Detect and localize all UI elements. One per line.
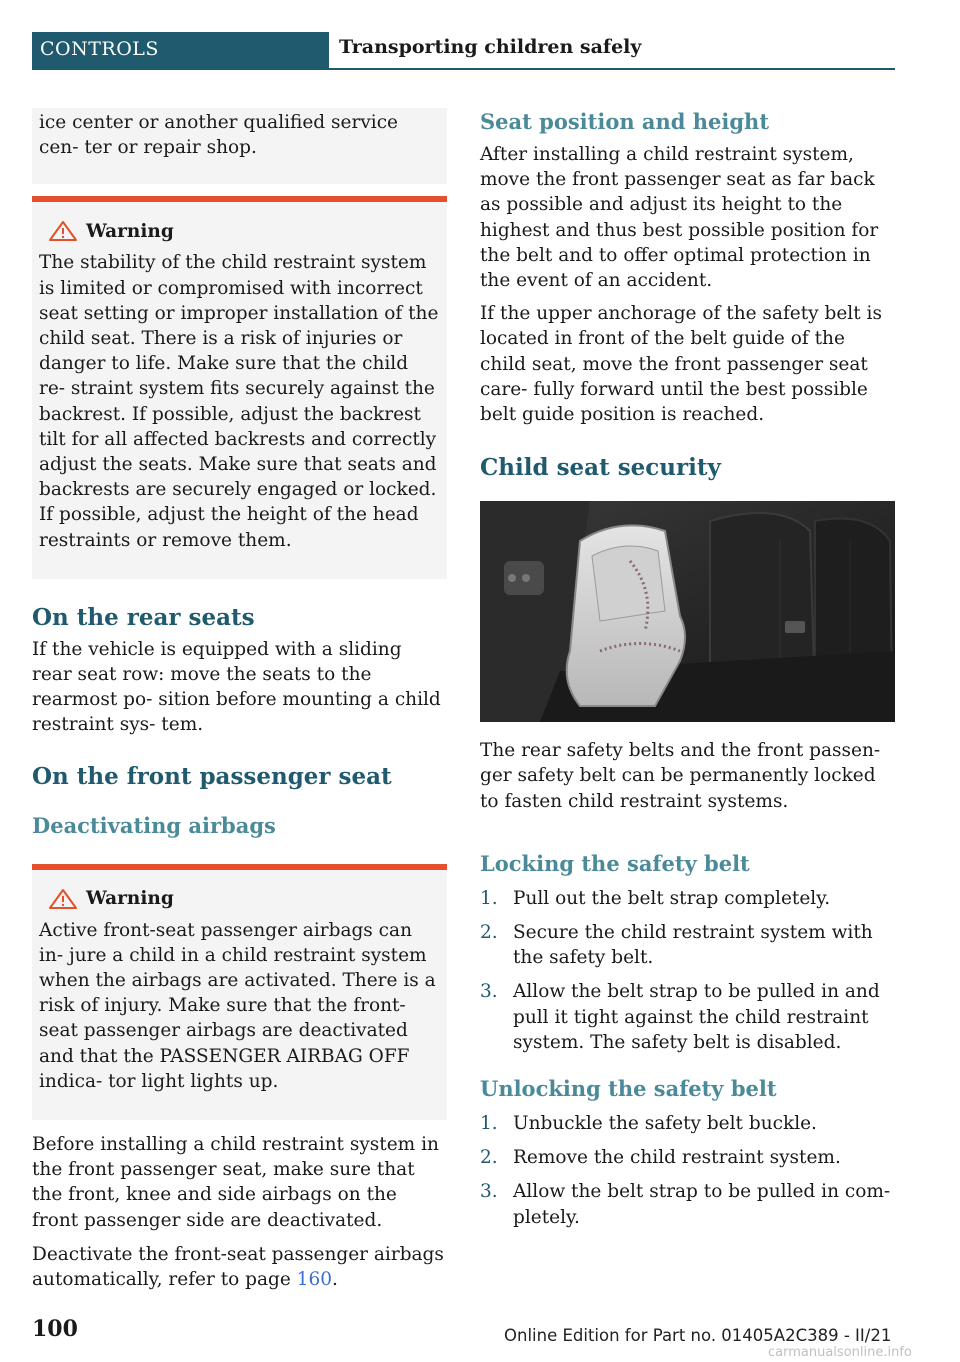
list-item: 3. Allow the belt strap to be pulled in and pull it tight against the child restraint system. The safety belt is disabled. (480, 981, 880, 1053)
page-title: Transporting children safely (339, 36, 642, 58)
unlocking-steps-list (480, 1111, 895, 1230)
list-item: 2. Secure the child restraint system with the safety belt. (480, 922, 873, 969)
warning-title: Warning (86, 220, 174, 242)
section-label: CONTROLS (40, 38, 159, 60)
list-item: 2. Remove the child restraint system. (480, 1147, 841, 1169)
warning-heading (39, 888, 439, 910)
continuation-text: ice center or another qualified service cen- ter or repair shop. (39, 112, 398, 159)
page-number: 100 (32, 1316, 78, 1342)
edition-footer: Online Edition for Part no. 01405A2C389 - II/21 (504, 1326, 892, 1345)
left-column (32, 108, 447, 1292)
deactivate-reference-text: Deactivate the front-seat passenger airbags automatically, refer to page 160. (32, 1243, 444, 1291)
warning-text: Active front-seat passenger airbags can in- jure a child in a child restraint system when the airbags are activated. There is a risk of injury. Make sure that the front- seat passenger airbags are deactivated and that the PASSENGER AIRBAG OFF indica- tor light lights up. (39, 919, 436, 1092)
airbag-check-text: Before installing a child restraint system in the front passenger seat, make sure that the front, knee and side airbags on the front passenger side are deactivated. (32, 1134, 439, 1231)
heading-child-seat-security: Child seat security (480, 454, 721, 482)
heading-locking-belt: Locking the safety belt (480, 850, 750, 876)
seat-position-text-2: If the upper anchorage of the safety belt is located in front of the belt guide of the child seat, move the front passenger seat care- fully forward until the best possible belt guide position is reached. (480, 303, 882, 426)
warning-box-airbags (32, 864, 447, 1120)
warning-title: Warning (86, 888, 174, 910)
seat-position-text-1: After installing a child restraint system, move the front passenger seat as far back as possible and adjust its height to the highest and thus best possible position for the belt and to offer optimal protection in the event of an accident. (480, 144, 879, 292)
heading-seat-position: Seat position and height (480, 109, 770, 134)
header-divider (329, 68, 895, 70)
child-seat-photo (480, 501, 895, 722)
belt-lock-caption: The rear safety belts and the front passen- ger safety belt can be permanently locked to fasten child restraint systems. (480, 740, 881, 812)
heading-deactivating-airbags: Deactivating airbags (32, 812, 276, 838)
locking-steps-list (480, 886, 895, 1055)
warning-box-stability (32, 196, 447, 578)
section-tab (32, 32, 329, 70)
warning-text: The stability of the child restraint system is limited or compromised with incorrect seat setting or improper installation of the child seat. There is a risk of injuries or danger to life. Make sure that the child re- straint system fits securely against the backrest. If possible, adjust the backrest tilt for all affected backrests and correctly adjust the seats. Make sure that seats and backrests are securely engaged or locked. If possible, adjust the height of the head restraints or remove them. (39, 252, 439, 551)
right-column (480, 108, 895, 1239)
heading-unlocking-belt: Unlocking the safety belt (480, 1076, 777, 1102)
continuation-box (32, 108, 447, 184)
warning-triangle-icon (48, 888, 78, 910)
heading-front-passenger-seat: On the front passenger seat (32, 762, 392, 790)
warning-triangle-icon (48, 220, 78, 242)
list-item: 1. Unbuckle the safety belt buckle. (480, 1113, 817, 1135)
page-reference-link[interactable]: 160 (296, 1269, 333, 1291)
watermark: carmanualsonline.info (768, 1345, 912, 1360)
list-item: 3. Allow the belt strap to be pulled in com- pletely. (480, 1181, 891, 1228)
list-item: 1. Pull out the belt strap completely. (480, 887, 831, 909)
warning-heading (39, 220, 439, 242)
rear-seats-text: If the vehicle is equipped with a sliding rear seat row: move the seats to the rearmost po- sition before mounting a child restraint sys- tem. (32, 638, 441, 736)
heading-rear-seats: On the rear seats (32, 603, 255, 631)
